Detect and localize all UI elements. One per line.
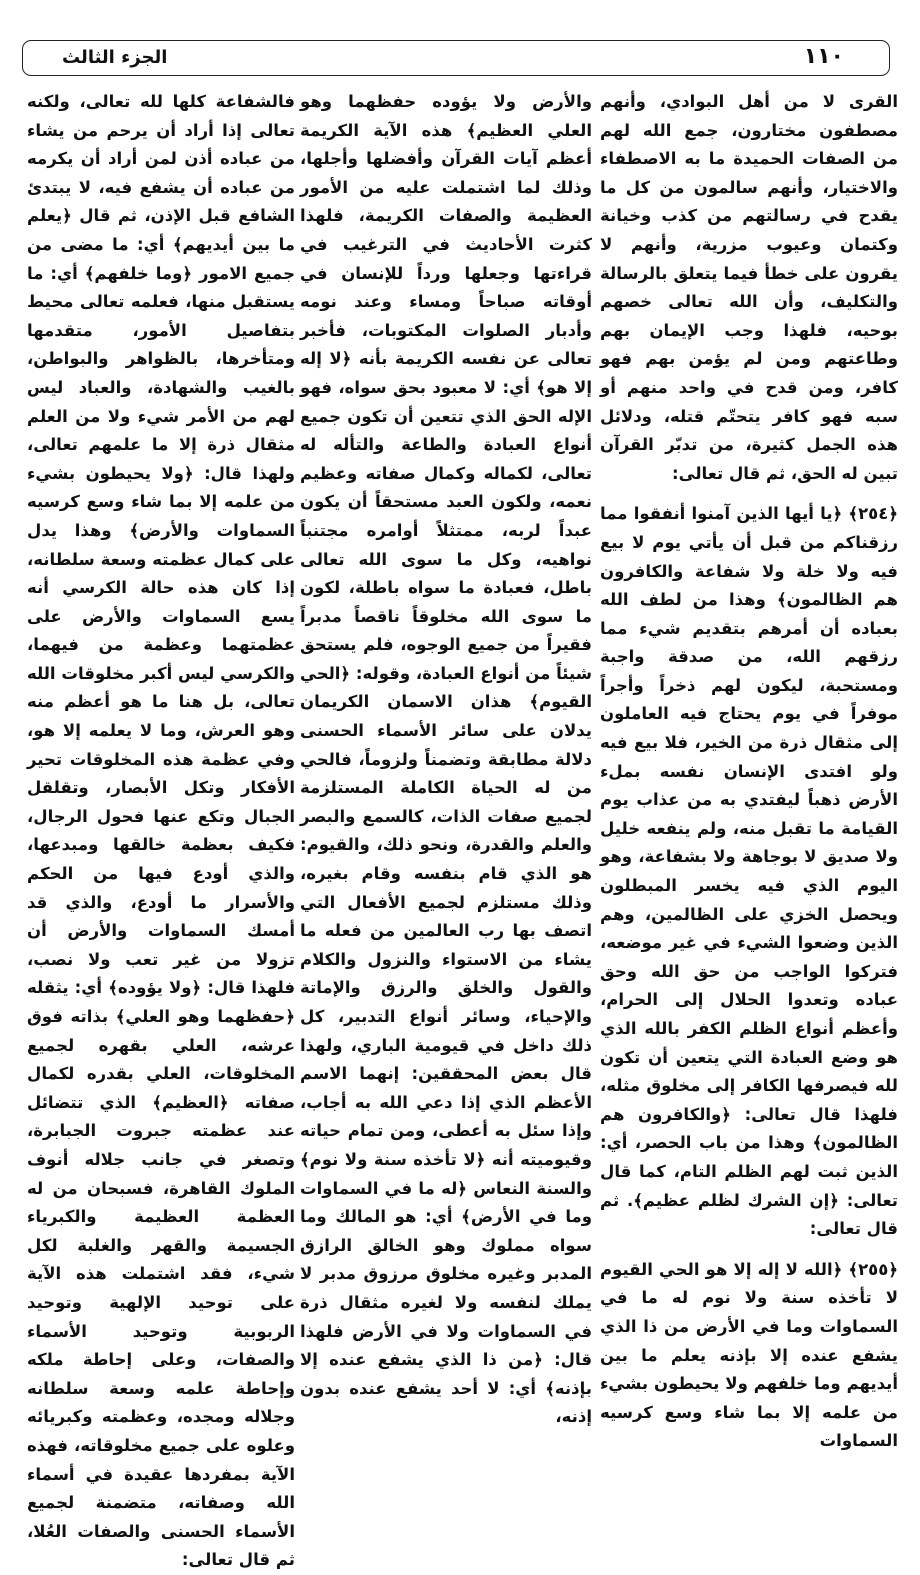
page-header xyxy=(22,40,890,76)
text-column-right xyxy=(600,88,898,1451)
page-number: ١١٠ xyxy=(803,44,844,69)
part-title: الجزء الثالث xyxy=(62,47,168,68)
paragraph-verse-254: ﴿٢٥٤﴾ ﴿يا أيها الذين آمنوا أنفقوا مما رزقناكم من قبل أن يأتي يوم لا بيع فيه ولا خلة ولا شفاعة والكافرون هم الظالمون﴾ وهذا من لطف الله بعباده أن أمرهم بتقديم شيء مما رزقهم الله، من صدقة واجبة ومستحبة، ليكون لهم ذخراً وأجراً موفراً في يوم يحتاج فيه العاملون إلى مثقال ذرة من الخير، فلا بيع فيه ولو افتدى الإنسان نفسه بملء الأرض ذهباً ليفتدي به من عذاب يوم القيامة ما تقبل منه، ولم ينفعه خليل ولا صديق لا بوجاهة ولا بشفاعة، وهو اليوم الذي فيه يخسر المبطلون ويحصل الخزي على الظالمين، وهم الذين وضعوا الشيء في غير موضعه، فتركوا الواجب من حق الله وحق عباده وتعدوا الحلال إلى الحرام، وأعظم أنواع الظلم الكفر بالله الذي هو وضع العبادة التي يتعين أن تكون لله فيصرفها الكافر إلى مخلوق مثله، فلهذا قال تعالى: ﴿والكافرون هم الظالمون﴾ وهذا من باب الحصر، أي: الذين ثبت لهم الظلم التام، كما قال تعالى: ﴿إن الشرك لظلم عظيم﴾. ثم قال تعالى: xyxy=(600,504,898,1239)
text-column-left xyxy=(27,88,295,1570)
paragraph: القرى لا من أهل البوادي، وأنهم مصطفون مختارون، جمع الله لهم من الصفات الحميدة ما به الاصطفاء والاختيار، وأنهم سالمون من كل ما يقدح في رسالتهم من كذب وخيانة وكتمان وعيوب مزرية، وأنهم لا يقرون على خطأ فيما يتعلق بالرسالة والتكليف، وأن الله تعالى خصهم بوحيه، فلهذا وجب الإيمان بهم وطاعتهم ومن لم يؤمن بهم فهو كافر، ومن قدح في واحد منهم أو سبه فهو كافر يتحتّم قتله، ودلائل هذه الجمل كثيرة، من تدبّر القرآن تبين له الحق، ثم قال تعالى: xyxy=(600,92,898,483)
paragraph-verse-255: ﴿٢٥٥﴾ ﴿الله لا إله إلا هو الحي القيوم لا تأخذه سنة ولا نوم له ما في السماوات وما في الأرض من ذا الذي يشفع عنده إلا بإذنه يعلم ما بين أيديهم وما خلفهم ولا يحيطون بشيء من علمه إلا بما شاء وسع كرسيه السماوات xyxy=(600,1259,898,1451)
paragraph: فالشفاعة كلها لله تعالى، ولكنه تعالى إذا أراد أن يرحم من يشاء من عباده أذن لمن أراد أن يكرمه من عباده أن يشفع فيه، لا يبتدئ الشافع قبل الإذن، ثم قال ﴿يعلم ما بين أيديهم﴾ أي: ما مضى من جميع الامور ﴿وما خلفهم﴾ أي: ما يستقبل منها، فعلمه تعالى محيط بتفاصيل الأمور، متقدمها ومتأخرها، بالظواهر والبواطن، بالغيب والشهادة، والعباد ليس لهم من الأمر شيء ولا من العلم مثقال ذرة إلا ما علمهم تعالى، ولهذا قال: ﴿ولا يحيطون بشيء من علمه إلا بما شاء وسع كرسيه السماوات والأرض﴾ وهذا يدل على كمال عظمته وسعة سلطانه، إذا كان هذه حالة الكرسي أنه يسع السماوات والأرض على عظمتهما وعظمة من فيهما، والكرسي ليس أكبر مخلوقات الله تعالى، بل هنا ما هو أعظم منه وهو العرش، وما لا يعلمه إلا هو، وفي عظمة هذه المخلوقات تحير الأفكار وتكل الأبصار، وتقلقل الجبال وتكع عنها فحول الرجال، فكيف بعظمة خالقها ومبدعها، والذي أودع فيها من الحكم والأسرار ما أودع، والذي قد أمسك السماوات والأرض أن تزولا من غير تعب ولا نصب، فلهذا قال: ﴿ولا يؤوده﴾ أي: يثقله ﴿حفظهما وهو العلي﴾ بذاته فوق عرشه، العلي بقهره لجميع المخلوقات، العلي بقدره لكمال صفاته ﴿العظيم﴾ الذي تتضائل عند عظمته جبروت الجبابرة، وتصغر في جانب جلاله أنوف الملوك القاهرة، فسبحان من له العظمة العظيمة والكبرياء الجسيمة والقهر والغلبة لكل شيء، فقد اشتملت هذه الآية على توحيد الإلهية وتوحيد الربوبية وتوحيد الأسماء والصفات، وعلى إحاطة ملكه وإحاطة علمه وسعة سلطانه وجلاله ومجده، وعظمته وكبريائه وعلوه على جميع مخلوقاته، فهذه الآية بمفردها عقيدة في أسماء الله وصفاته، متضمنة لجميع الأسماء الحسنى والصفات العُلا، ثم قال تعالى: xyxy=(27,92,295,1570)
paragraph: والأرض ولا يؤوده حفظهما وهو العلي العظيم﴾ هذه الآية الكريمة أعظم آيات القرآن وأفضلها وأجلها، وذلك لما اشتملت عليه من الأمور العظيمة والصفات الكريمة، فلهذا كثرت الأحاديث في الترغيب في قراءتها وجعلها ورداً للإنسان في أوقاته صباحاً ومساء وعند نومه وأدبار الصلوات المكتوبات، فأخبر تعالى عن نفسه الكريمة بأنه ﴿لا إله إلا هو﴾ أي: لا معبود بحق سواه، فهو الإله الحق الذي تتعين أن تكون جميع أنواع العبادة والطاعة والتأله له تعالى، لكماله وكمال صفاته وعظيم نعمه، ولكون العبد مستحقاً أن يكون عبداً لربه، ممتثلاً أوامره مجتنباً نواهيه، وكل ما سوى الله تعالى باطل، فعبادة ما سواه باطلة، لكون ما سوى الله مخلوقاً ناقصاً مدبراً فقيراً من جميع الوجوه، فلم يستحق شيئاً من أنواع العبادة، وقوله: ﴿الحي القيوم﴾ هذان الاسمان الكريمان يدلان على سائر الأسماء الحسنى دلالة مطابقة وتضمناً ولزوماً، فالحي من له الحياة الكاملة المستلزمة لجميع صفات الذات، كالسمع والبصر والعلم والقدرة، ونحو ذلك، والقيوم: هو الذي قام بنفسه وقام بغيره، وذلك مستلزم لجميع الأفعال التي اتصف بها رب العالمين من فعله ما يشاء من الاستواء والنزول والكلام والقول والخلق والرزق والإماتة والإحياء، وسائر أنواع التدبير، كل ذلك داخل في قيومية الباري، ولهذا قال بعض المحققين: إنهما الاسم الأعظم الذي إذا دعي الله به أجاب، وإذا سئل به أعطى، ومن تمام حياته وقيوميته أنه ﴿لا تأخذه سنة ولا نوم﴾ والسنة النعاس ﴿له ما في السماوات وما في الأرض﴾ أي: هو المالك وما سواه مملوك وهو الخالق الرازق المدبر وغيره مخلوق مرزوق مدبر لا يملك لنفسه ولا لغيره مثقال ذرة في السماوات ولا في الأرض فلهذا قال: ﴿من ذا الذي يشفع عنده إلا بإذنه﴾ أي: لا أحد يشفع عنده بدون إذنه، xyxy=(300,92,592,1427)
text-column-middle xyxy=(300,88,592,1427)
